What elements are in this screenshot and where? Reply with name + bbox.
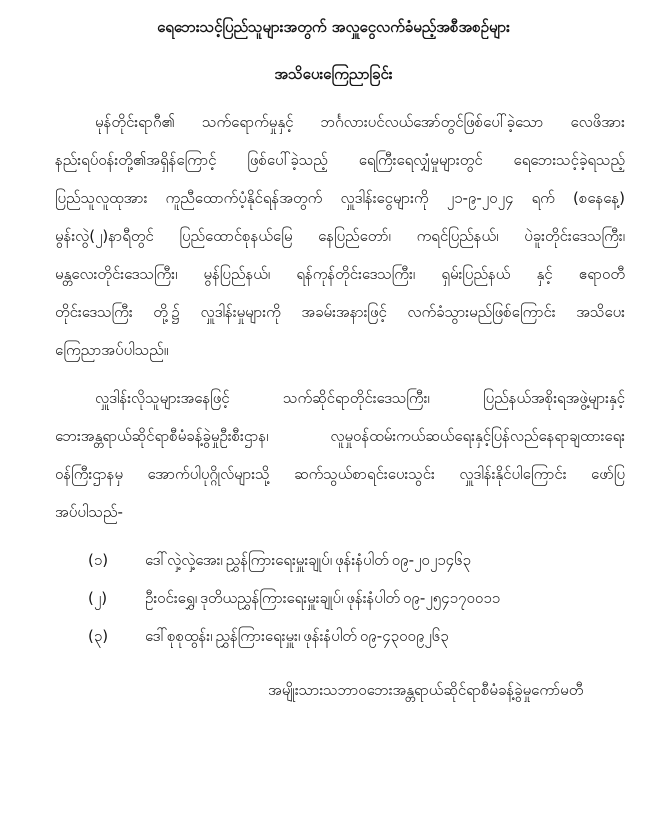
signature: အမျိုးသားသဘာဝဘေးအန္တရာယ်ဆိုင်ရာစီမံခန့်ခွဲမှုကော်မတီ <box>268 681 584 699</box>
title-line: ရေဘေးသင့်ပြည်သူများအတွက် အလှူငွေလက်ခံမည့်အစီအစဉ်များ <box>157 18 510 36</box>
title-line: အသိပေးကြေညာခြင်း <box>274 65 393 83</box>
phone-label: ဖုန်းနံပါတ် <box>346 589 401 607</box>
contact-name: ဒေါ်စုစုထွန်း၊ <box>145 627 213 645</box>
paragraph-line: ဘေးအန္တရာယ်ဆိုင်ရာစီမံခန့်ခွဲမှုဦးစီးဌာန၊ လူမှုဝန်ထမ်းကယ်ဆယ်ရေးနှင့်ပြန်လည်နေရာချထားရေး <box>55 427 625 445</box>
phone-label: ဖုန်းနံပါတ် <box>335 551 389 569</box>
paragraph-line: မုန်တိုင်းရာဂီ၏ သက်ရောက်မှုနှင့် ဘင်္ဂလားပင်လယ်အော်တွင်ဖြစ်ပေါ်ခဲ့သော လေဖိအား <box>95 113 625 131</box>
phone-label: ဖုန်းနံပါတ် <box>303 627 357 645</box>
paragraph-line: အပ်ပါသည်- <box>55 503 123 521</box>
paragraph-line: လှူဒါန်းလိုသူများအနေဖြင့် သက်ဆိုင်ရာတိုင်းဒေသကြီး၊ ပြည်နယ်အစိုးရအဖွဲ့များနှင့် <box>95 389 625 407</box>
contact-position: ဒုတိယညွှန်ကြားရေးမှူးချုပ်၊ <box>200 589 344 607</box>
contact-item <box>88 548 625 572</box>
paragraph-line: မန္တလေးတိုင်းဒေသကြီး၊ မွန်ပြည်နယ်၊ ရန်ကုန်တိုင်းဒေသကြီး၊ ရှမ်းပြည်နယ် နှင့် ဧရာဝတီ <box>55 265 625 283</box>
contact-number: (၂) <box>88 589 108 607</box>
phone-number: ၀၉-၂၅၄၁၇၀၀၁၁ <box>403 589 501 607</box>
contact-position: ညွှန်ကြားရေးမှူးချုပ်၊ <box>225 551 333 569</box>
paragraph-line: ကြေညာအပ်ပါသည်။ <box>55 341 169 359</box>
contact-name: ဦးဝင်းရွှေ၊ <box>145 589 198 607</box>
contact-name: ဒေါ်လှဲ့လှဲ့အေး၊ <box>145 551 223 569</box>
contact-item <box>88 586 625 610</box>
paragraph-line: နည်းရပ်ဝန်းတို့၏အရှိန်ကြောင့် ဖြစ်ပေါ်ခဲ့သည့် ရေကြီးရေလျှံမှုများတွင် ရေဘေးသင့်ခဲ့ရသည့် <box>55 151 625 169</box>
paragraph-line: တိုင်းဒေသကြီး တို့၌ လှူဒါန်းမှုများကို အခမ်းအနားဖြင့် လက်ခံသွားမည်ဖြစ်ကြောင်း အသိပေး <box>55 303 625 321</box>
paragraph-line: ဝန်ကြီးဌာနမှ အောက်ပါပုဂ္ဂိုလ်များသို့ ဆက်သွယ်စာရင်းပေးသွင်း လှူဒါန်းနိုင်ပါကြောင်း ဖော်ပြ <box>55 465 625 483</box>
contact-number: (၁) <box>88 551 109 569</box>
phone-number: ၀၉-၄၃၀၀၉၂၆၃ <box>359 627 449 645</box>
contact-position: ညွှန်ကြားရေးမှူး၊ <box>215 627 301 645</box>
phone-number: ၀၉-၂၀၂၁၄၆၃ <box>391 551 471 569</box>
contact-item <box>88 624 625 648</box>
paragraph-line: ပြည်သူလူထုအား ကူညီထောက်ပံ့နိုင်ရန်အတွက် လှူဒါန်းငွေများကို ၂၁-၉-၂၀၂၄ ရက် (စနေနေ့) <box>55 189 625 207</box>
contact-number: (၃) <box>88 627 109 645</box>
paragraph-line: မွန်းလွဲ(၂)နာရီတွင် ပြည်ထောင်စုနယ်မြေ နေပြည်တော်၊ ကရင်ပြည်နယ်၊ ပဲခူးတိုင်းဒေသကြီး၊ <box>55 227 625 245</box>
